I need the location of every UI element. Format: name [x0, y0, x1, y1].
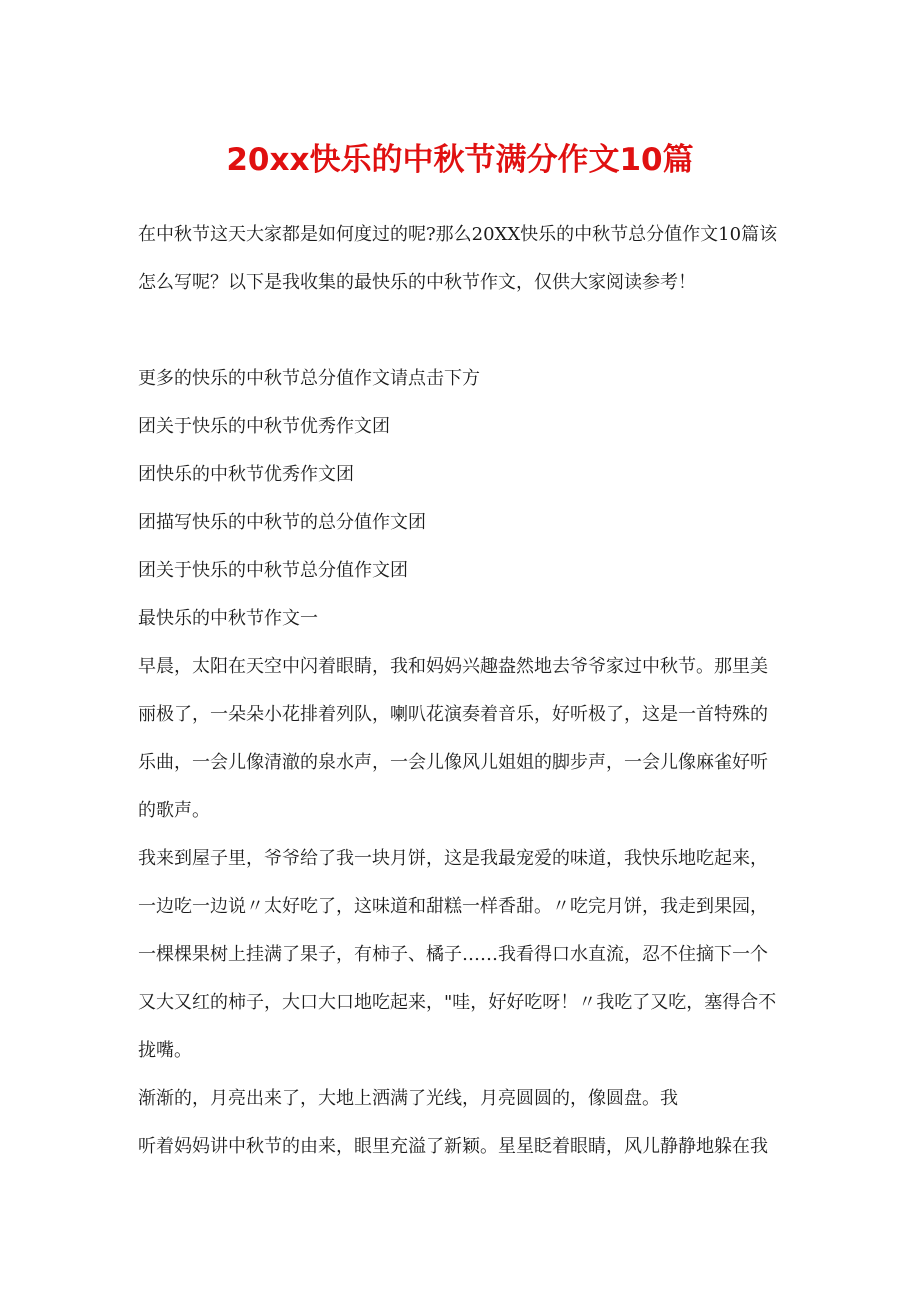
intro-line: 在中秋节这天大家都是如何度过的呢?那么20XX快乐的中秋节总分值作文10篇该 [138, 224, 778, 245]
paragraph-line: 我来到屋子里，爷爷给了我一块月饼，这是我最宠爱的味道，我快乐地吃起来， [138, 848, 768, 869]
more-essays-prompt: 更多的快乐的中秋节总分值作文请点击下方 [138, 368, 480, 389]
essay-link[interactable]: 团关于快乐的中秋节总分值作文团 [138, 560, 408, 581]
paragraph-line: 拢嘴。 [138, 1040, 192, 1061]
section-heading: 最快乐的中秋节作文一 [138, 608, 318, 629]
paragraph-line: 听着妈妈讲中秋节的由来，眼里充溢了新颖。星星眨着眼睛，风儿静静地躲在我 [138, 1136, 768, 1157]
essay-link[interactable]: 团关于快乐的中秋节优秀作文团 [138, 416, 390, 437]
essay-link[interactable]: 团描写快乐的中秋节的总分值作文团 [138, 512, 426, 533]
paragraph-line: 一边吃一边说〃太好吃了，这味道和甜糕一样香甜。〃吃完月饼，我走到果园， [138, 896, 768, 917]
intro-line: 怎么写呢？以下是我收集的最快乐的中秋节作文，仅供大家阅读参考！ [138, 272, 696, 293]
document-title: 20xx快乐的中秋节满分作文10篇 [226, 142, 694, 178]
paragraph-line: 早晨，太阳在天空中闪着眼睛，我和妈妈兴趣盎然地去爷爷家过中秋节。那里美 [138, 656, 768, 677]
paragraph-line: 又大又红的柿子，大口大口地吃起来，"哇，好好吃呀！〃我吃了又吃，塞得合不 [138, 992, 777, 1013]
paragraph-line: 的歌声。 [138, 800, 210, 821]
paragraph-line: 丽极了，一朵朵小花排着列队，喇叭花演奏着音乐，好听极了，这是一首特殊的 [138, 704, 768, 725]
paragraph-line: 一棵棵果树上挂满了果子，有柿子、橘子……我看得口水直流，忍不住摘下一个 [138, 944, 768, 965]
paragraph-line: 乐曲，一会儿像清澈的泉水声，一会儿像风儿姐姐的脚步声，一会儿像麻雀好听 [138, 752, 768, 773]
paragraph-line: 渐渐的，月亮出来了，大地上洒满了光线，月亮圆圆的，像圆盘。我 [138, 1088, 678, 1109]
essay-link[interactable]: 团快乐的中秋节优秀作文团 [138, 464, 354, 485]
